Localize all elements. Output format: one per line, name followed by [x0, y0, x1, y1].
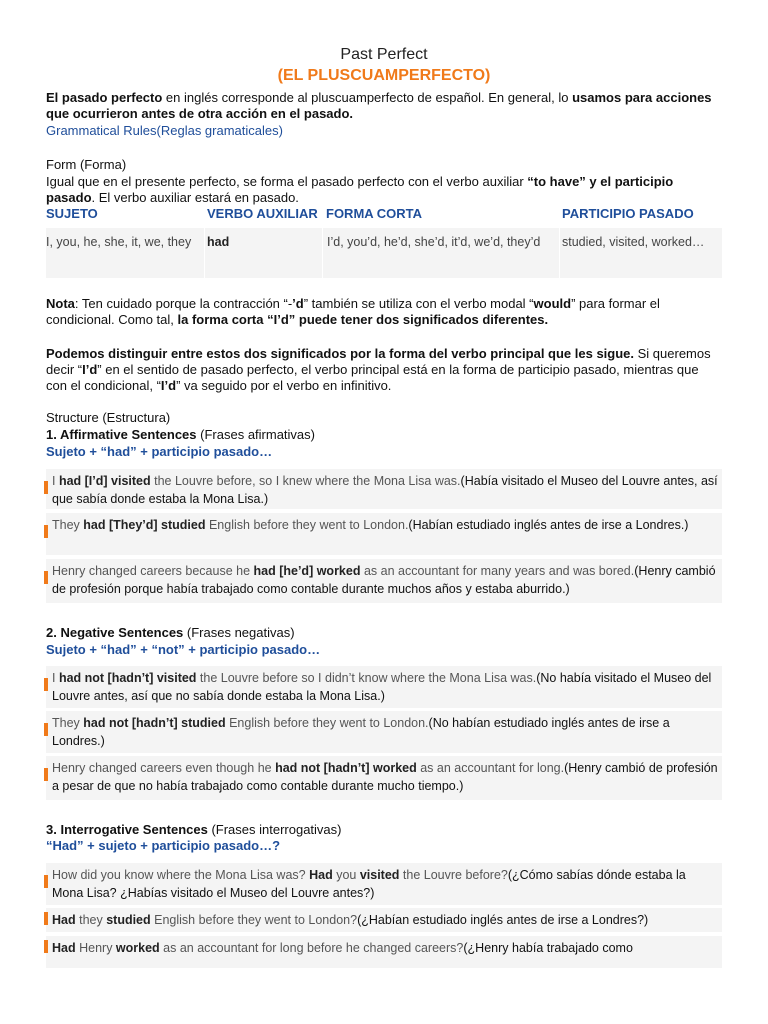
form-heading: Form (Forma) [46, 157, 127, 172]
example-box [46, 469, 722, 509]
example-text: I had not [hadn’t] visited the Louvre before so I didn’t know where the Mona Lisa was.(No había visitado el Museo del Louvre antes, así que no sabía donde estaba la Mona Lisa.) [52, 671, 712, 703]
table-row [46, 228, 722, 278]
cell-verbo: had [207, 235, 230, 249]
cell-forma: I’d, you’d, he’d, she’d, it’d, we’d, they’d [327, 235, 541, 249]
col-header-participio: PARTICIPIO PASADO [562, 206, 694, 221]
example-box [46, 513, 722, 555]
example-box [46, 666, 722, 708]
negative-formula: Sujeto + “had” + “not” + participio pasado… [46, 642, 321, 657]
bullet-marker [44, 481, 48, 494]
nota-paragraph: Nota: Ten cuidado porque la contracción “-’d” también se utiliza con el verbo modal “would” para formar el condicional. Como tal, la forma corta “I’d” puede tener dos significados diferentes. [46, 296, 660, 327]
col-header-forma: FORMA CORTA [326, 206, 423, 221]
distinguish-paragraph: Podemos distinguir entre estos dos significados por la forma del verbo principal que les sigue. Si queremos decir “I’d” en el sentido de pasado perfecto, el verbo principal está en la forma de participio pasado, mientras que con el condicional, “I’d” va seguido por el verbo en infinitivo. [46, 346, 711, 393]
bullet-marker [44, 912, 48, 925]
example-box [46, 908, 722, 932]
bullet-marker [44, 723, 48, 736]
example-box [46, 756, 722, 800]
example-box [46, 711, 722, 753]
col-header-sujeto: SUJETO [46, 206, 98, 221]
bullet-marker [44, 940, 48, 953]
example-box [46, 559, 722, 603]
example-text: I had [I’d] visited the Louvre before, so I knew where the Mona Lisa was.(Había visitado el Museo del Louvre antes, así que sabía donde estaba la Mona Lisa.) [52, 474, 718, 506]
bullet-marker [44, 678, 48, 691]
cell-sujeto: I, you, he, she, it, we, they [46, 235, 192, 249]
negative-heading: 2. Negative Sentences (Frases negativas) [46, 625, 295, 640]
affirmative-formula: Sujeto + “had” + participio pasado… [46, 444, 273, 459]
affirmative-heading: 1. Affirmative Sentences (Frases afirmativas) [46, 427, 315, 442]
example-text: Had they studied English before they went to London?(¿Habían estudiado inglés antes de irse a Londres?) [52, 913, 649, 927]
example-text: How did you know where the Mona Lisa was? Had you visited the Louvre before?(¿Cómo sabías dónde estaba la Mona Lisa? ¿Habías visitado el Museo del Louvre antes?) [52, 868, 686, 900]
example-text: Henry changed careers even though he had not [hadn’t] worked as an accountant for long.(Henry cambió de profesión a pesar de que no había trabajado como contable durante mucho tiempo.) [52, 761, 718, 793]
cell-participio: studied, visited, worked… [562, 235, 705, 249]
table-header [46, 206, 722, 224]
bullet-marker [44, 768, 48, 781]
example-text: Had Henry worked as an accountant for long before he changed careers?(¿Henry había trabajado como [52, 941, 633, 955]
example-text: Henry changed careers because he had [he’d] worked as an accountant for many years and was bored.(Henry cambió de profesión porque había trabajado como contable durante muchos años y estaba aburrido.) [52, 564, 716, 596]
bullet-marker [44, 525, 48, 538]
example-box [46, 863, 722, 905]
form-paragraph: Igual que en el presente perfecto, se forma el pasado perfecto con el verbo auxiliar “to have” y el participio pasado. El verbo auxiliar estará en pasado. [46, 174, 674, 205]
rules-heading: Grammatical Rules(Reglas gramaticales) [46, 123, 283, 138]
page-subtitle: (EL PLUSCUAMPERFECTO) [277, 67, 491, 84]
example-box [46, 936, 722, 968]
bullet-marker [44, 571, 48, 584]
bullet-marker [44, 875, 48, 888]
structure-heading: Structure (Estructura) [46, 410, 171, 425]
example-text: They had not [hadn’t] studied English before they went to London.(No habían estudiado inglés antes de irse a Londres.) [52, 716, 670, 748]
example-text: They had [They’d] studied English before they went to London.(Habían estudiado inglés antes de irse a Londres.) [52, 518, 689, 532]
page-title: Past Perfect [340, 46, 428, 63]
intro-paragraph: El pasado perfecto en inglés corresponde al pluscuamperfecto de español. En general, lo usamos para acciones que ocurrieron antes de otra acción en el pasado. [46, 90, 712, 121]
interrogative-formula: “Had” + sujeto + participio pasado…? [46, 838, 281, 853]
col-header-verbo: VERBO AUXILIAR [207, 206, 318, 221]
interrogative-heading: 3. Interrogative Sentences (Frases interrogativas) [46, 822, 342, 837]
